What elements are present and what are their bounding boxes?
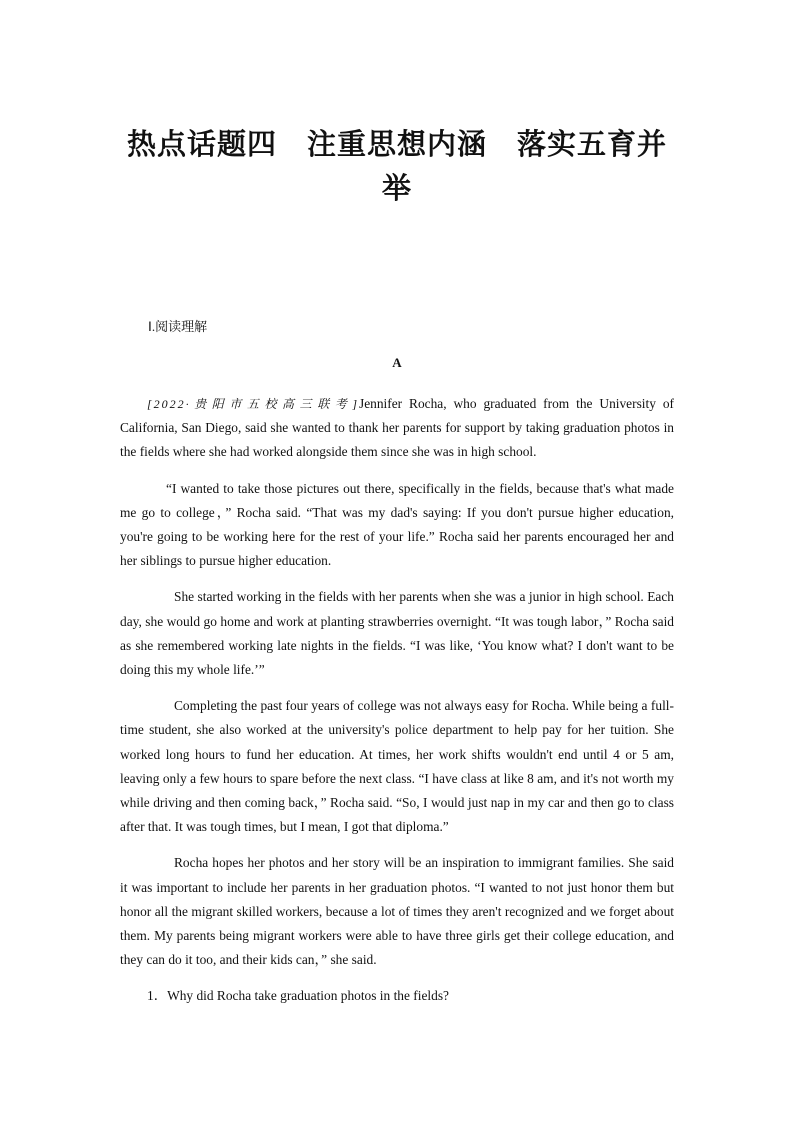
paragraph-5: Rocha hopes her photos and her story will be an inspiration to immigrant families. She said it was important to include her parents in her graduation photos. “I wanted to not just honor them but honor all the migrant skilled workers, because a lot of times they aren't recognized and we forget about them. My parents being migrant workers were able to have three girls get their college education, and they can do it too, and their kids can，” she said.	[120, 855, 674, 968]
question-text: Why did Rocha take graduation photos in the fields?	[167, 988, 449, 1004]
source-citation: [2022·贵阳市五校高三联考]	[147, 397, 359, 411]
paragraph-2: “I wanted to take those pictures out there, specifically in the fields, because that's what made me go to college，” Rocha said. “That was my dad's saying: If you don't pursue higher education, you're going to be working here for the rest of your life.” Rocha said her parents encouraged her and her siblings to pursue higher education.	[120, 480, 674, 569]
question-1	[120, 984, 674, 1008]
paragraph-3: She started working in the fields with her parents when she was a junior in high school. Each day, she would go home and work at planting strawberries overnight. “It was tough labor，” Rocha said as she remembered working late nights in the fields. “I was like, ‘You know what? I don't want to be doing this my whole life.’”	[120, 589, 674, 678]
page-title: 热点话题四 注重思想内涵 落实五育并举	[126, 127, 667, 205]
paragraph-1-text: Jennifer Rocha, who graduated from the University of California, San Diego, said she wanted to thank her parents for support by taking graduation photos in the fields where she had worked alongside them since she was in high school.	[120, 396, 675, 460]
paragraph-1	[120, 392, 674, 465]
section-heading: Ⅰ.阅读理解	[148, 319, 208, 334]
passage-body	[120, 392, 674, 1021]
question-number: 1．	[147, 988, 168, 1004]
paragraph-4: Completing the past four years of college was not always easy for Rocha. While being a full-time student, she also worked at the university's police department to help pay for her tuition. She worked long hours to fund her education. At times, her work shifts wouldn't end until 4 or 5 am, leaving only a few hours to spare before the next class. “I have class at like 8 am, and it's not worth my while driving and then coming back，” Rocha said. “So, I would just nap in my car and then go to class after that. It was tough times, but I mean, I got that diploma.”	[120, 698, 674, 835]
passage-label: A	[392, 355, 402, 370]
